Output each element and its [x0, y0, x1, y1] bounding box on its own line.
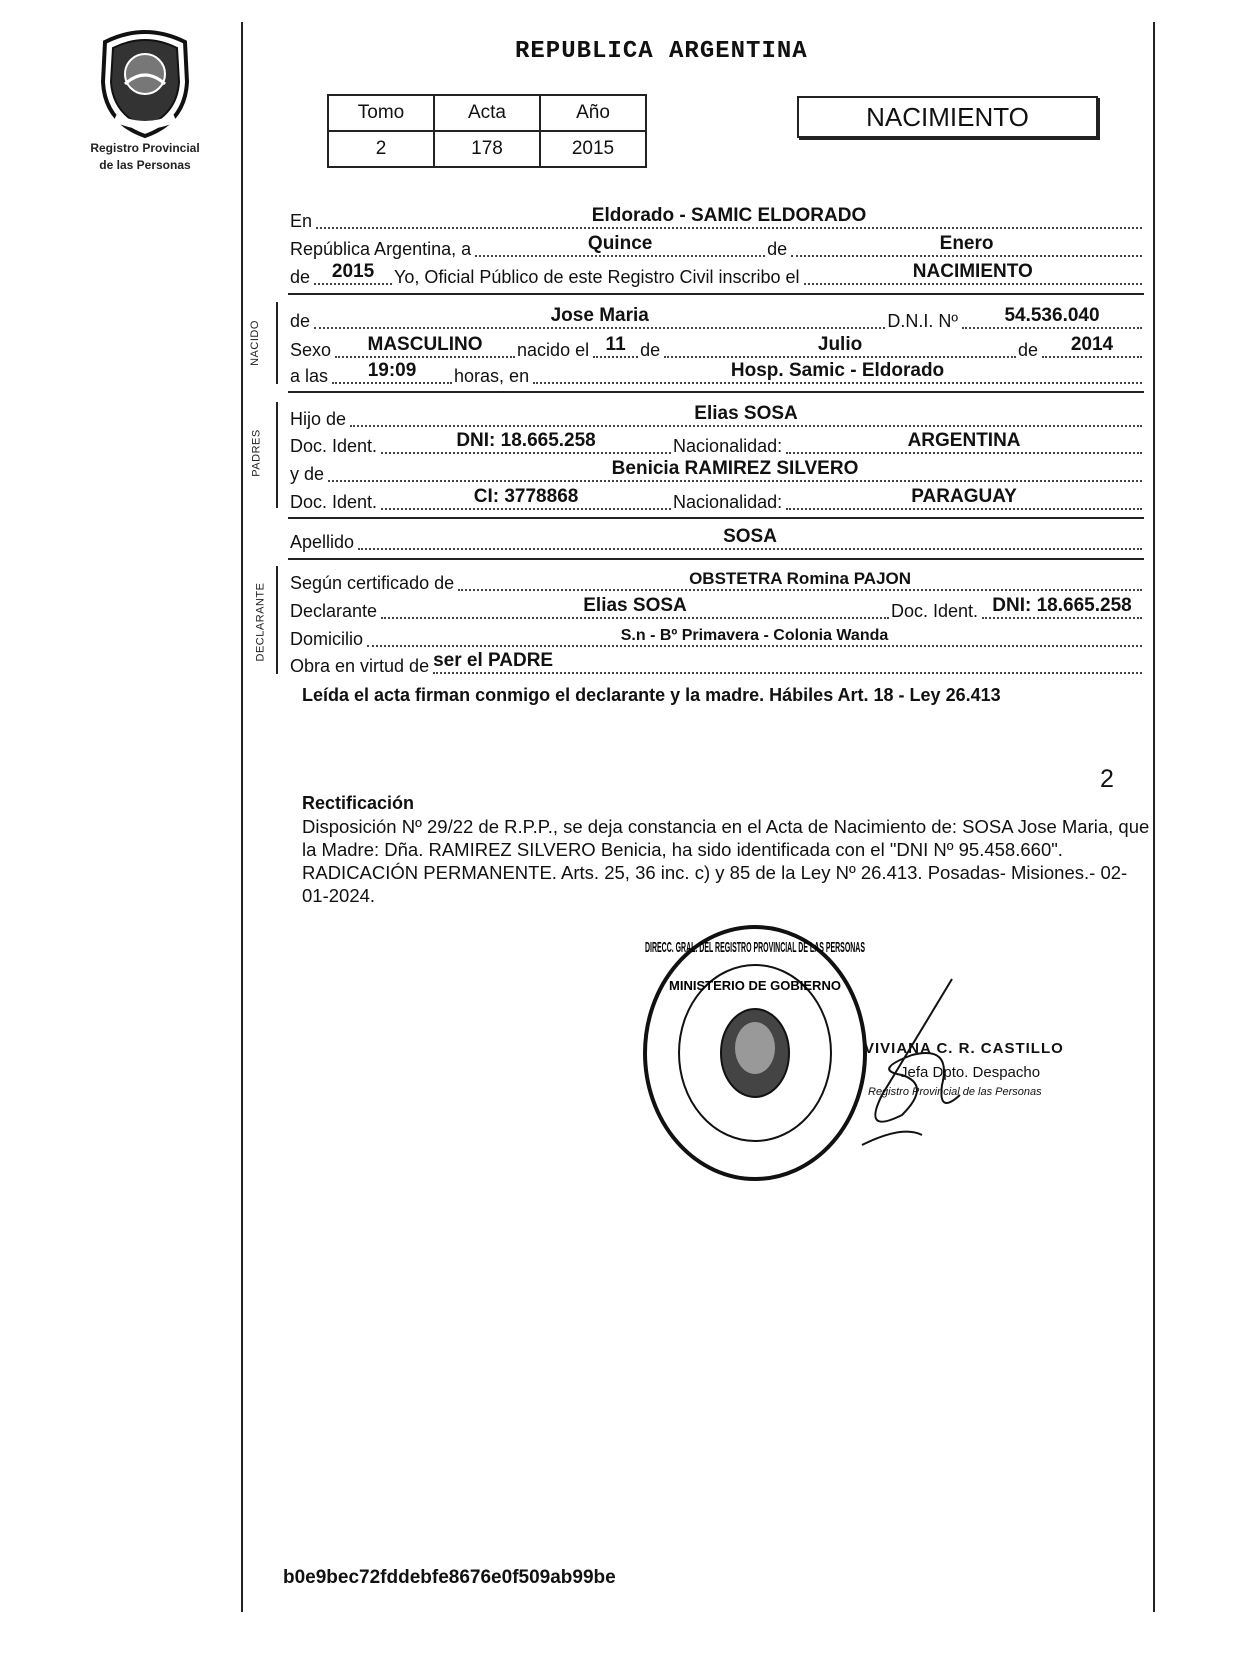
value-domicilio: S.n - Bº Primavera - Colonia Wanda [620, 627, 889, 644]
bracket-padres [276, 402, 278, 508]
closing-note: Leída el acta firman conmigo el declarante y la madre. Hábiles Art. 18 - Ley 26.413 [302, 685, 1001, 705]
row-en [290, 206, 1144, 232]
label-dni: D.N.I. Nº [887, 311, 958, 331]
label-apellido: Apellido [290, 532, 355, 552]
row-padre [290, 404, 1144, 430]
ref-header-acta: Acta [434, 95, 540, 131]
row-padre-doc [290, 431, 1144, 457]
ref-header-tomo: Tomo [328, 95, 434, 131]
label-a-las: a las [290, 366, 329, 386]
signature-name: VIVIANA C. R. CASTILLO [864, 1040, 1064, 1057]
ref-value-anio: 2015 [540, 131, 646, 167]
separator-4 [288, 558, 1144, 560]
value-padre-doc: DNI: 18.665.258 [456, 430, 596, 451]
value-declarante: Elias SOSA [583, 595, 687, 616]
separator-2 [288, 391, 1144, 393]
margin-number: 2 [1100, 765, 1114, 793]
label-yo-oficial: Yo, Oficial Público de este Registro Civil inscribo el [394, 267, 800, 287]
reference-table [327, 94, 647, 168]
label-de-nac-anio: de [1017, 340, 1038, 360]
label-doc-madre: Doc. Ident. [290, 492, 378, 512]
signature-role: Jefa Dpto. Despacho [900, 1064, 1041, 1081]
value-madre: Benicia RAMIREZ SILVERO [611, 458, 859, 479]
value-lugar-nacimiento: Hosp. Samic - Eldorado [730, 360, 945, 381]
label-doc-declarante: Doc. Ident. [890, 601, 978, 621]
value-tipo-inscripcion: NACIMIENTO [912, 261, 1033, 282]
label-y-de: y de [290, 464, 325, 484]
value-nac-anio: 2014 [1070, 334, 1114, 355]
record-type-box: NACIMIENTO [797, 96, 1098, 138]
value-nombre: Jose Maria [550, 305, 649, 326]
provincial-seal-icon [95, 22, 195, 138]
rectificacion-title: Rectificación [302, 793, 415, 813]
value-mes: Enero [939, 233, 994, 254]
label-domicilio: Domicilio [290, 629, 364, 649]
value-nac-mes: Julio [817, 334, 863, 355]
logo-text-line-1: Registro Provincial [90, 141, 200, 155]
value-dni: 54.536.040 [1004, 305, 1100, 326]
registry-logo [84, 22, 206, 172]
label-nac-madre: Nacionalidad: [673, 492, 783, 512]
row-domicilio [290, 624, 1144, 650]
separator-1 [288, 293, 1144, 295]
value-lugar-inscripcion: Eldorado - SAMIC ELDORADO [591, 205, 867, 226]
section-label-nacido: NACIDO [248, 320, 261, 366]
label-obra: Obra en virtud de [290, 656, 430, 676]
label-de-mes: de [767, 239, 788, 259]
row-fecha [290, 234, 1144, 260]
value-hora: 19:09 [367, 360, 417, 381]
label-de-nombre: de [290, 311, 311, 331]
row-sexo [290, 335, 1144, 361]
value-obra: ser el PADRE [433, 650, 554, 671]
rectificacion-body: Disposición Nº 29/22 de R.P.P., se deja constancia en el Acta de Nacimiento de: SOSA Jose Maria, que la Madre: Dña. RAMIREZ SILVERO Benicia, ha sido identificada con el "DNI Nº 95.458.660". RADICACIÓN PERMANENTE. Arts. 25, 36 inc. c) y 85 de la Ley Nº 26.413. Posadas- Misiones.- 02-01-2024. [302, 816, 1150, 906]
logo-text-line-2: de las Personas [99, 158, 191, 172]
document-hash: b0e9bec72fddebfe8676e0f509ab99be [283, 1567, 616, 1588]
official-stamp [640, 922, 870, 1184]
section-label-padres: PADRES [250, 429, 263, 477]
value-padre-nacionalidad: ARGENTINA [907, 430, 1021, 451]
row-obra [290, 651, 1144, 677]
ref-value-tomo: 2 [328, 131, 434, 167]
row-hora [290, 361, 1144, 387]
label-segun-certificado: Según certificado de [290, 573, 455, 593]
label-republica: República Argentina, a [290, 239, 472, 259]
label-declarante: Declarante [290, 601, 378, 621]
label-de-nac-mes: de [640, 340, 661, 360]
row-anio [290, 262, 1144, 288]
value-certificado: OBSTETRA Romina PAJON [689, 569, 912, 588]
value-madre-doc: CI: 3778868 [473, 486, 579, 507]
label-hijo-de: Hijo de [290, 409, 347, 429]
section-label-declarante: DECLARANTE [254, 582, 267, 662]
value-anio: 2015 [331, 261, 375, 282]
label-de-anio: de [290, 267, 311, 287]
label-en: En [290, 211, 313, 231]
label-sexo: Sexo [290, 340, 332, 360]
bracket-declarante [276, 566, 278, 674]
label-horas-en: horas, en [454, 366, 530, 386]
signature-org: Registro Provincial de las Personas [868, 1086, 1042, 1098]
row-certificado [290, 568, 1144, 594]
value-sexo: MASCULINO [367, 334, 483, 355]
label-nacido-el: nacido el [517, 340, 590, 360]
ref-header-anio: Año [540, 95, 646, 131]
stamp-inner-text: MINISTERIO DE GOBIERNO [669, 978, 841, 993]
bracket-nacido [276, 302, 278, 384]
right-margin-line [1153, 22, 1155, 1612]
row-nombre [290, 306, 1144, 332]
ref-value-acta: 178 [434, 131, 540, 167]
label-doc-padre: Doc. Ident. [290, 436, 378, 456]
handwritten-signature [842, 975, 962, 1150]
stamp-outer-text: DIRECC. GRAL. DEL REGISTRO PROVINCIAL DE LAS PERSONAS [645, 939, 865, 956]
label-nac-padre: Nacionalidad: [673, 436, 783, 456]
row-apellido [290, 527, 1144, 553]
row-madre [290, 459, 1144, 485]
value-apellido: SOSA [723, 526, 777, 547]
value-declarante-doc: DNI: 18.665.258 [992, 595, 1132, 616]
document-title: REPUBLICA ARGENTINA [515, 38, 808, 65]
row-declarante [290, 596, 1144, 622]
value-nac-dia: 11 [605, 334, 626, 355]
value-madre-nacionalidad: PARAGUAY [911, 486, 1017, 507]
value-padre: Elias SOSA [694, 403, 798, 424]
left-margin-line [241, 22, 243, 1612]
row-madre-doc [290, 487, 1144, 513]
value-dia: Quince [587, 233, 653, 254]
separator-3 [288, 517, 1144, 519]
